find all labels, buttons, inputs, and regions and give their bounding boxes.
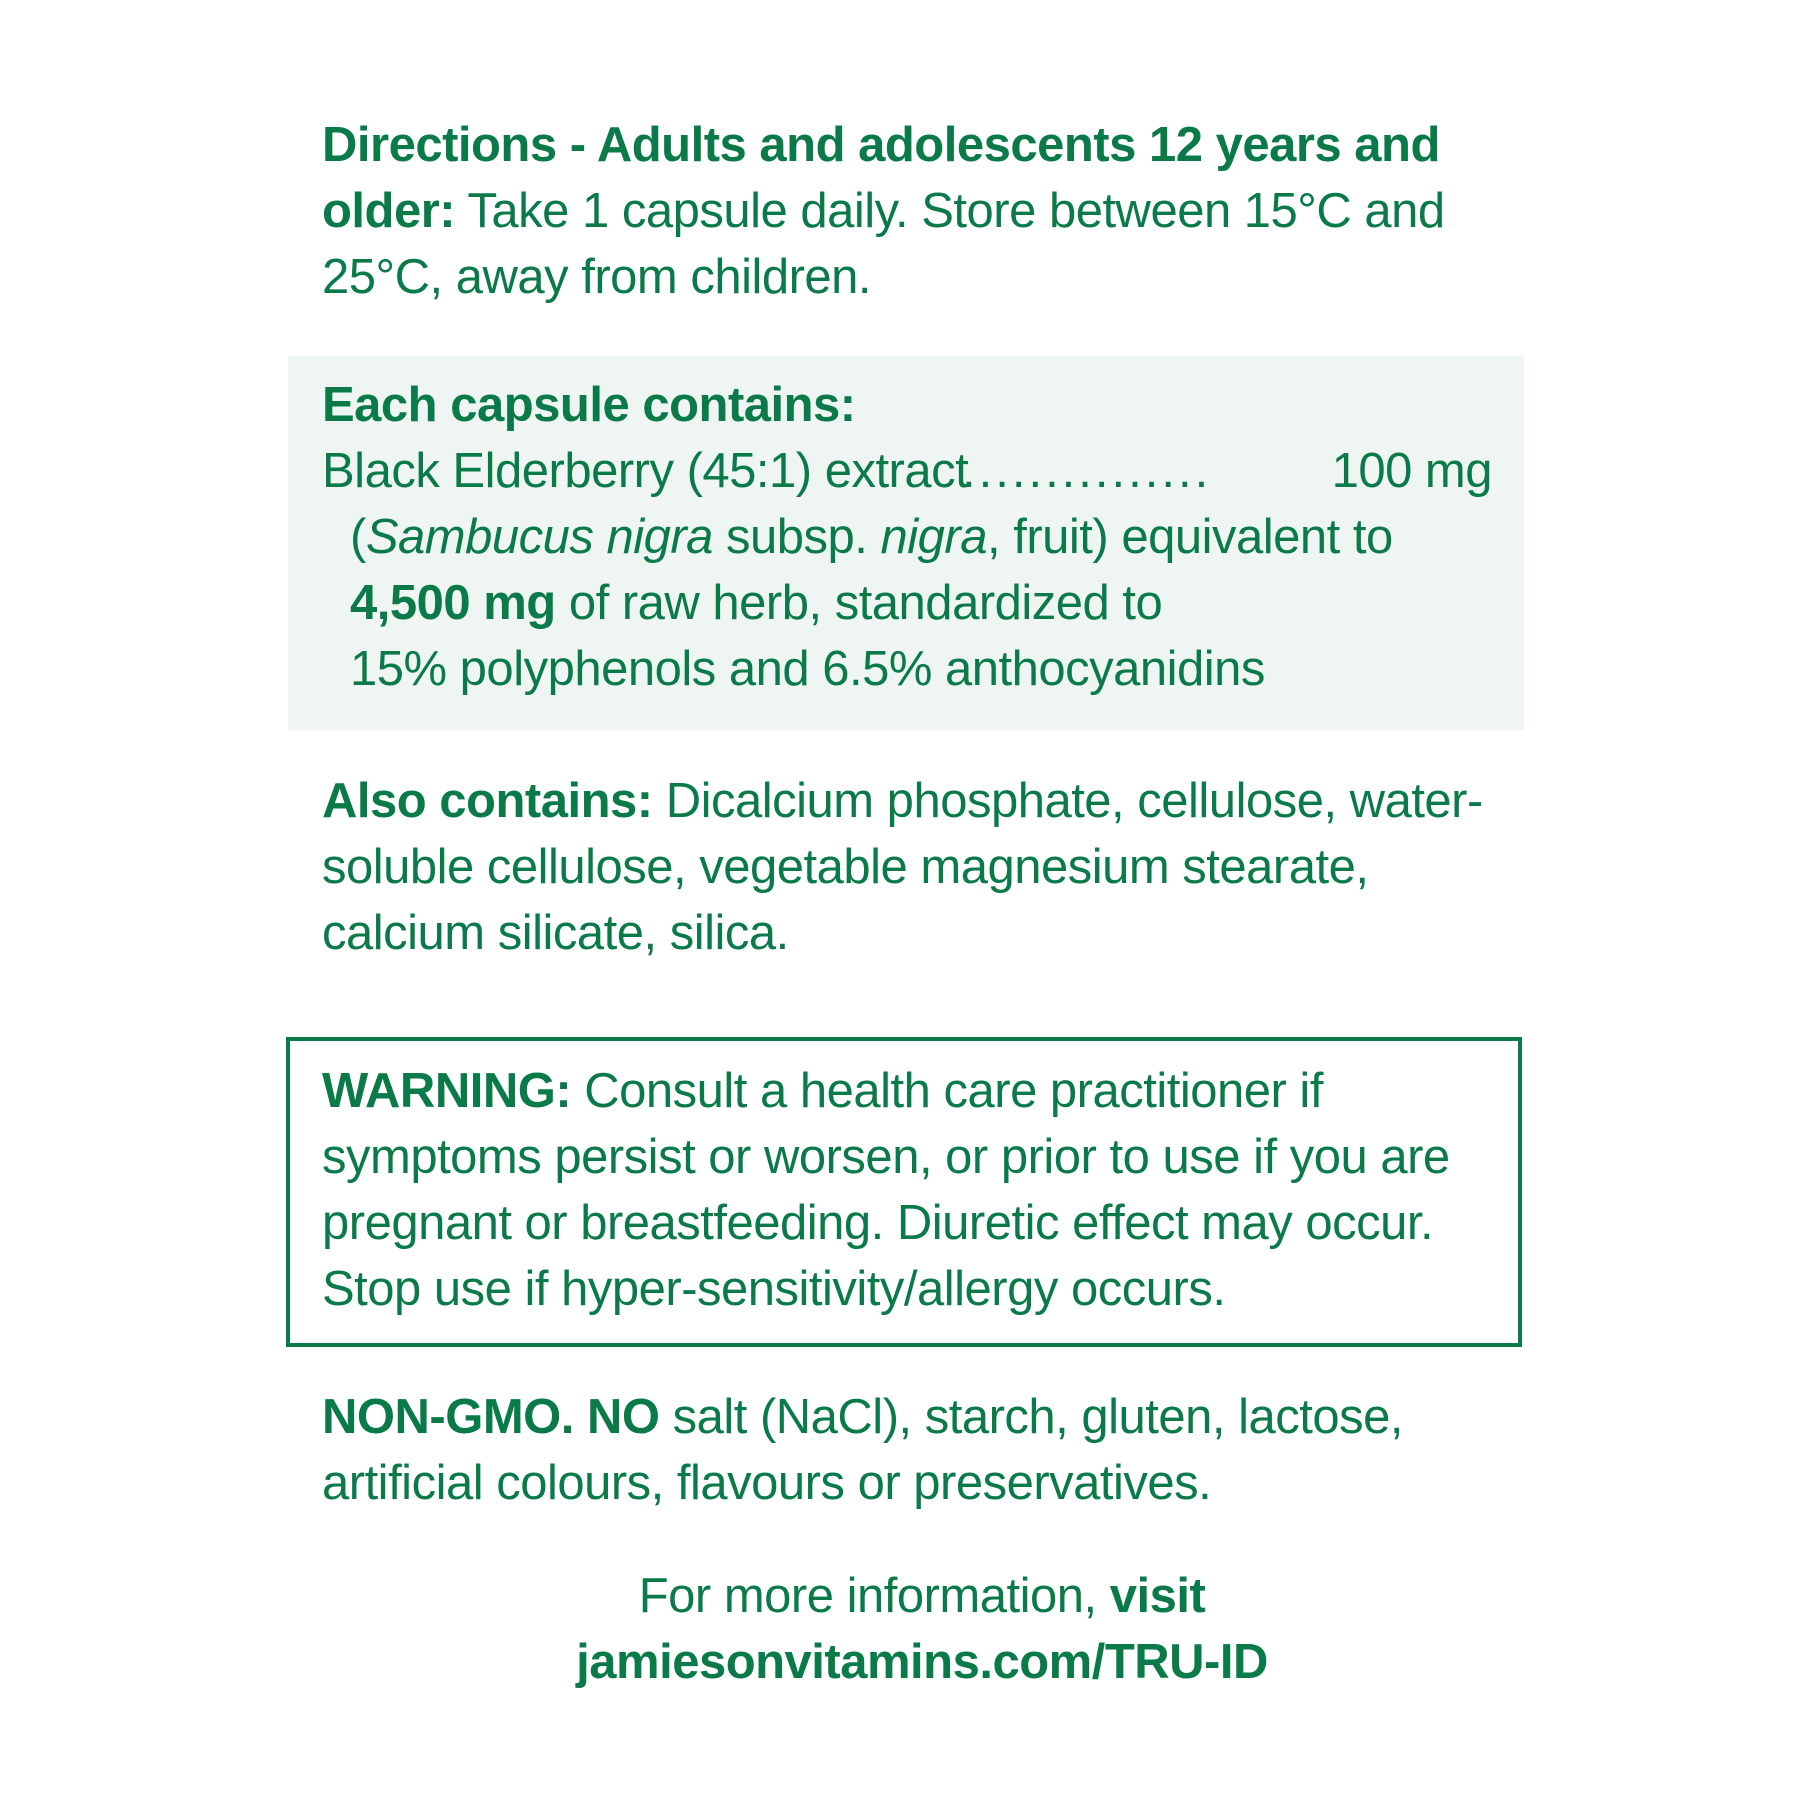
variety-name: nigra [880, 510, 987, 564]
non-gmo-text: salt (NaCl), starch, gluten, lactose, artificial colours, flavours or preservatives. [322, 1390, 1403, 1510]
ingredient-leader-dots: ............... [962, 444, 1212, 498]
ingredients-section [322, 372, 1522, 702]
ingredients-heading: Each capsule contains: [322, 378, 856, 432]
species-name: Sambucus nigra [365, 510, 713, 564]
non-gmo-section [322, 1384, 1522, 1516]
directions-text: Take 1 capsule daily. Store between 15°C and 25°C, away from children. [322, 184, 1445, 304]
more-info-section [322, 1563, 1522, 1695]
warning-section [322, 1058, 1522, 1322]
also-contains-text: Dicalcium phosphate, cellulose, water-soluble cellulose, vegetable magnesium stearate, calcium silicate, silica. [322, 774, 1483, 960]
warning-text: Consult a health care practitioner if symptoms persist or worsen, or prior to use if you are pregnant or breastfeeding. Diuretic effect may occur. Stop use if hyper-sensitivity/allergy occurs. [322, 1064, 1450, 1316]
also-contains-section [322, 768, 1522, 966]
ingredient-row [322, 438, 1492, 504]
warning-heading: WARNING: [322, 1064, 572, 1118]
source-rest: , fruit) equivalent to [986, 510, 1393, 564]
subspecies-label: subsp. [712, 510, 881, 564]
directions-heading: Directions - Adults and adolescents 12 years and older: [322, 118, 1440, 238]
paren-open: ( [350, 510, 366, 564]
raw-herb-text: of raw herb, standardized to [555, 576, 1163, 630]
ingredient-name: Black Elderberry (45:1) extract [322, 444, 969, 498]
visit-text: visit [1109, 1569, 1206, 1623]
non-gmo-heading: NON-GMO. NO [322, 1390, 660, 1444]
standardization-line: 15% polyphenols and 6.5% anthocyanidins [350, 642, 1265, 696]
more-info-prefix: For more information, [638, 1569, 1110, 1623]
also-contains-heading: Also contains: [322, 774, 653, 828]
website-url[interactable]: jamiesonvitamins.com/TRU-ID [576, 1635, 1268, 1689]
raw-herb-amount: 4,500 mg [350, 576, 556, 630]
directions-section [322, 112, 1522, 310]
more-info-line [322, 1563, 1522, 1629]
ingredient-amount: 100 mg [1331, 444, 1492, 498]
raw-herb-line [322, 570, 1522, 636]
ingredient-source-line [322, 504, 1522, 570]
